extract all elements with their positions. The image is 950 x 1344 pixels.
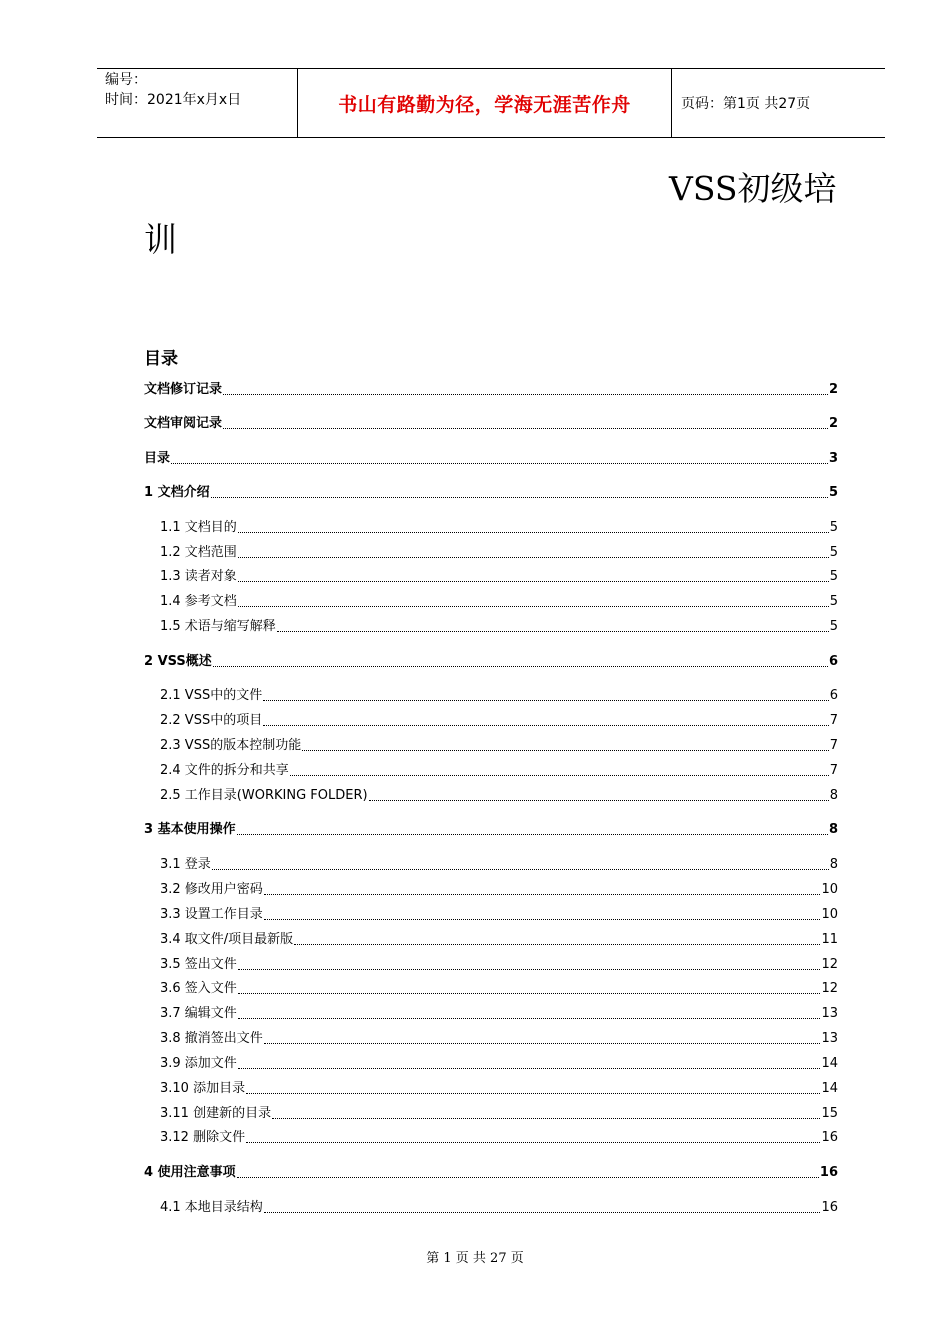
toc-entry-title: 2.1 VSS中的文件 [160,688,263,703]
toc-entry-title: 1.1 文档目的 [160,520,237,535]
toc-entry-page: 13 [821,1031,838,1046]
toc-entry[interactable] [160,882,838,898]
document-title-line1: VSS初级培 [669,169,837,208]
toc-dot-leader [238,606,829,607]
toc-entry[interactable] [144,416,838,432]
toc-entry-page: 8 [829,857,838,872]
document-time-label: 时间：2021年x月x日 [105,92,242,108]
toc-entry[interactable] [160,619,838,635]
toc-entry[interactable] [160,1031,838,1047]
toc-entry[interactable] [160,594,838,610]
toc-dot-leader [238,581,829,582]
toc-entry-title: 3.9 添加文件 [160,1056,237,1071]
toc-entry[interactable] [160,713,838,729]
toc-entry[interactable] [160,569,838,585]
toc-entry[interactable] [144,382,838,398]
toc-entry[interactable] [160,1006,838,1022]
toc-entry-title: 目录 [144,451,171,466]
toc-dot-leader [272,1118,820,1119]
toc-entry-title: 文档审阅记录 [144,416,223,431]
page-footer: 第 1 页 共 27 页 [426,1251,524,1266]
toc-entry-page: 13 [821,1006,838,1021]
toc-entry-title: 3.2 修改用户密码 [160,882,263,897]
toc-dot-leader [263,700,829,701]
toc-entry-page: 16 [821,1130,838,1145]
toc-entry[interactable] [160,857,838,873]
toc-dot-leader [237,834,828,835]
toc-entry-page: 5 [829,569,838,584]
toc-entry-title: 3.12 删除文件 [160,1130,246,1145]
toc-dot-leader [277,631,829,632]
toc-entry[interactable] [144,1165,838,1181]
toc-entry[interactable] [144,654,838,670]
toc-entry[interactable] [160,520,838,536]
toc-dot-leader [246,1142,820,1143]
toc-entry[interactable] [144,822,838,838]
document-number-label: 编号： [105,72,147,88]
toc-entry[interactable] [144,485,838,501]
toc-dot-leader [211,497,828,498]
toc-entry-page: 12 [821,981,838,996]
toc-entry-title: 3.11 创建新的目录 [160,1106,272,1121]
toc-entry-title: 2.5 工作目录(WORKING FOLDER) [160,788,368,803]
toc-entry-page: 14 [821,1081,838,1096]
toc-entry-page: 6 [829,688,838,703]
header-left-cell [97,69,297,137]
toc-dot-leader [238,532,829,533]
toc-entry[interactable] [160,688,838,704]
toc-dot-leader [238,1068,821,1069]
toc-entry-title: 3.6 签入文件 [160,981,237,996]
toc-entry-page: 3 [828,451,838,466]
toc-entry[interactable] [160,1106,838,1122]
toc-entry[interactable] [160,1081,838,1097]
toc-entry-title: 3.4 取文件/项目最新版 [160,932,294,947]
toc-dot-leader [263,725,829,726]
toc-entry-page: 2 [828,416,838,431]
header-right-cell [671,69,885,137]
toc-entry-page: 8 [828,822,838,837]
toc-entry[interactable] [160,932,838,948]
toc-entry-title: 2.4 文件的拆分和共享 [160,763,289,778]
toc-entry[interactable] [160,1130,838,1146]
toc-dot-leader [237,1177,819,1178]
toc-entry-page: 7 [829,713,838,728]
toc-entry-page: 5 [828,485,838,500]
toc-dot-leader [264,919,821,920]
toc-entry-title: 1.4 参考文档 [160,594,237,609]
toc-entry-title: 2 VSS概述 [144,654,212,669]
toc-dot-leader [238,969,821,970]
toc-dot-leader [223,428,828,429]
toc-entry-page: 5 [829,520,838,535]
toc-dot-leader [213,666,828,667]
toc-entry-page: 16 [821,1200,838,1215]
toc-entry[interactable] [160,738,838,754]
toc-entry-title: 3.5 签出文件 [160,957,237,972]
toc-dot-leader [264,1043,821,1044]
toc-entry[interactable] [160,907,838,923]
toc-entry-page: 2 [828,382,838,397]
toc-entry-page: 10 [821,907,838,922]
toc-entry-title: 文档修订记录 [144,382,223,397]
toc-entry-title: 1.3 读者对象 [160,569,237,584]
toc-dot-leader [223,394,828,395]
toc-dot-leader [290,775,829,776]
toc-entry[interactable] [160,763,838,779]
toc-entry-title: 4 使用注意事项 [144,1165,236,1180]
toc-entry[interactable] [160,1200,838,1216]
toc-entry[interactable] [160,957,838,973]
toc-entry-page: 12 [821,957,838,972]
toc-entry-title: 3.1 登录 [160,857,211,872]
toc-entry-title: 3.10 添加目录 [160,1081,246,1096]
toc-entry-page: 7 [829,738,838,753]
toc-dot-leader [212,869,829,870]
toc-entry-title: 4.1 本地目录结构 [160,1200,263,1215]
toc-dot-leader [302,750,829,751]
toc-entry-title: 3.8 撤消签出文件 [160,1031,263,1046]
toc-entry[interactable] [144,451,838,467]
header-motto: 书山有路勤为径，学海无涯苦作舟 [338,93,631,116]
toc-entry-title: 2.2 VSS中的项目 [160,713,263,728]
toc-dot-leader [264,894,821,895]
toc-entry[interactable] [160,981,838,997]
header-page-info: 页码：第1页 共27页 [681,96,811,112]
toc-dot-leader [246,1093,820,1094]
toc-entry-page: 10 [821,882,838,897]
toc-entry-page: 15 [821,1106,838,1121]
toc-entry-title: 1.5 术语与缩写解释 [160,619,276,634]
toc-dot-leader [238,557,829,558]
toc-entry-title: 3.7 编辑文件 [160,1006,237,1021]
toc-entry-page: 14 [821,1056,838,1071]
toc-entry-title: 1 文档介绍 [144,485,210,500]
toc-entry-page: 8 [829,788,838,803]
page-header [97,68,885,138]
toc-heading: 目录 [144,349,178,369]
toc-entry-page: 5 [829,545,838,560]
toc-entry[interactable] [160,1056,838,1072]
toc-entry-title: 2.3 VSS的版本控制功能 [160,738,302,753]
toc-dot-leader [294,944,820,945]
toc-dot-leader [171,463,828,464]
toc-entry-title: 1.2 文档范围 [160,545,237,560]
toc-dot-leader [238,1018,821,1019]
toc-entry-title: 3.3 设置工作目录 [160,907,263,922]
toc-entry-page: 11 [821,932,838,947]
toc-entry[interactable] [160,545,838,561]
toc-entry-page: 7 [829,763,838,778]
header-middle-cell [297,69,672,137]
toc-entry[interactable] [160,788,838,804]
toc-dot-leader [369,800,829,801]
toc-dot-leader [264,1212,821,1213]
toc-entry-title: 3 基本使用操作 [144,822,236,837]
toc-entry-page: 16 [819,1165,838,1180]
document-title-line2: 训 [144,220,177,259]
toc-entry-page: 6 [828,654,838,669]
toc-dot-leader [238,993,821,994]
toc-entry-page: 5 [829,594,838,609]
toc-entry-page: 5 [829,619,838,634]
